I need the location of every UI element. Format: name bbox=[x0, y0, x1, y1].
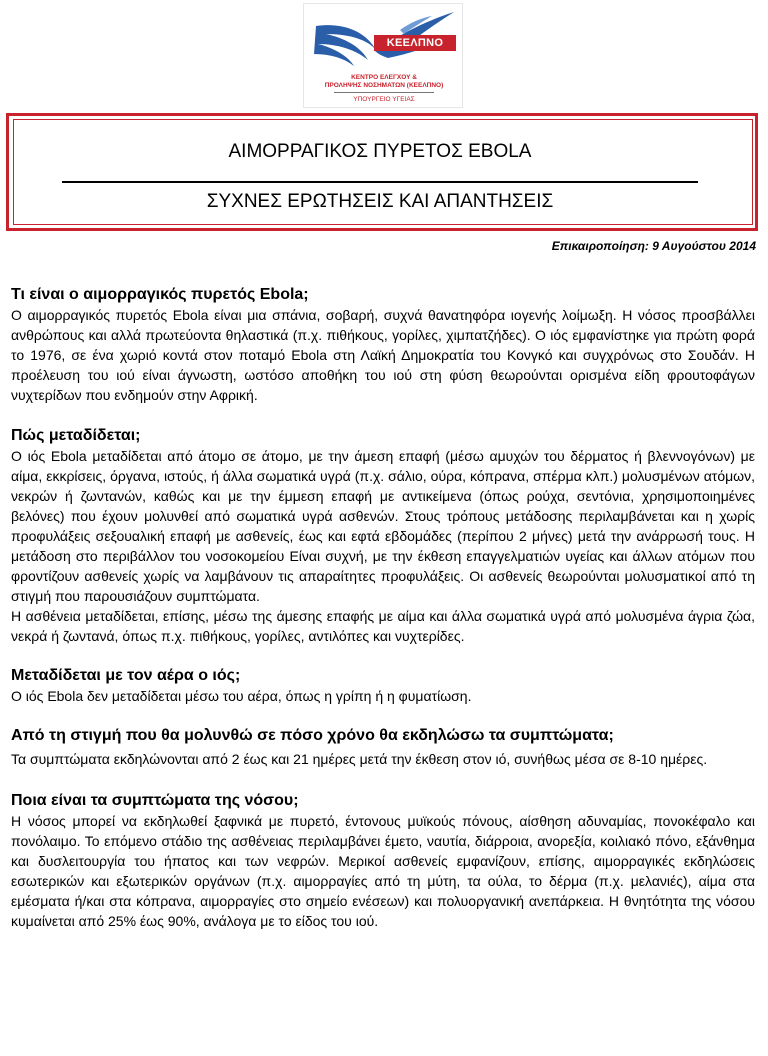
faq-section bbox=[11, 284, 755, 405]
logo-wordmark: ΚΕΕΛΠΝΟ bbox=[374, 35, 456, 51]
logo-subtitle bbox=[304, 74, 464, 90]
logo-ministry: ΥΠΟΥΡΓΕΙΟ ΥΓΕΙΑΣ bbox=[353, 96, 415, 103]
faq-question: Από τη στιγμή που θα μολυνθώ σε πόσο χρόνο θα εκδηλώσω τα συμπτώματα; bbox=[11, 727, 614, 744]
faq-section bbox=[11, 725, 755, 772]
page-subtitle: ΣΥΧΝΕΣ ΕΡΩΤΗΣΕΙΣ ΚΑΙ ΑΠΑΝΤΗΣΕΙΣ bbox=[206, 191, 554, 212]
logo-subtitle-line2: ΠΡΟΛΗΨΗΣ ΝΟΣΗΜΑΤΩΝ (ΚΕΕΛΠΝΟ) bbox=[324, 82, 444, 89]
faq-answer-continued: Η ασθένεια μεταδίδεται, επίσης, μέσω της άμεσης επαφής με αίμα και άλλα σωματικά υγρά από μολυσμένα άγρια ζώα, νεκρά ή ζωντανά, όπως π.χ. πιθήκους, γορίλες, αντιλόπες και νυχτερίδες. bbox=[11, 608, 755, 644]
update-date: Επικαιροποίηση: 9 Αυγούστου 2014 bbox=[551, 239, 756, 253]
faq-question: Ποια είναι τα συμπτώματα της νόσου; bbox=[11, 792, 299, 809]
logo-divider bbox=[334, 92, 434, 93]
logo-subtitle-line1: ΚΕΝΤΡΟ ΕΛΕΓΧΟΥ & bbox=[351, 74, 417, 81]
faq-section bbox=[11, 790, 755, 931]
page-title: ΑΙΜΟΡΡΑΓΙΚΟΣ ΠΥΡΕΤΟΣ EBOLA bbox=[228, 141, 532, 162]
faq-question: Μεταδίδεται με τον αέρα ο ιός; bbox=[11, 667, 241, 684]
faq-content bbox=[11, 284, 755, 931]
faq-section bbox=[11, 425, 755, 646]
faq-answer: Ο ιός Ebola μεταδίδεται από άτομο σε άτομο, με την άμεση επαφή (μέσω αμυχών του δέρματος ή βλεννογόνων) με αίμα, εκκρίσεις, όργανα, ιστούς, ή άλλα σωματικά υγρά (π.χ. σάλιο, ούρα, κόπρανα, σπέρμα κλπ.) μολυσμένων ατόμων, νεκρών ή ζωντανών, καθώς και με την έμμεση επαφή με αντικείμενα (όπως ρούχα, σεντόνια, χρησιμοποιημένες βελόνες) που έχουν μολυνθεί από σωματικά υγρά ασθενών. Στους τρόπους μετάδοσης περιλαμβάνεται και η χωρίς προφυλάξεις σεξουαλική επαφή με ασθενείς, έως και εφτά εβδομάδες (περίπου 2 μήνες) μετά την ανάρρωσή τους. Η μετάδοση στο περιβάλλον του νοσοκομείου Είναι συχνή, με την έκθεση επαγγελματιών υγείας και άλλων ατόμων που φροντίζουν ασθενείς χωρίς να λαμβάνουν τις απαραίτητες προφυλάξεις. Οι ασθενείς θεωρούνται μολυσματικοί από τη στιγμή που παρουσιάζουν συμπτώματα. bbox=[11, 448, 755, 604]
faq-answer: Η νόσος μπορεί να εκδηλωθεί ξαφνικά με πυρετό, έντονους μυϊκούς πόνους, αίσθηση αδυναμίας, πονοκέφαλο και πονόλαιμο. Το επόμενο στάδιο της ασθένειας περιλαμβάνει έμετο, ναυτία, διάρροια, ανορεξία, κοιλιακό πόνο, εξάνθημα και δυσλειτουργία του ήπατος και των νεφρών. Μερικοί ασθενείς εμφανίζουν, επίσης, αιμορραγικές εκδηλώσεις εσωτερικών και εξωτερικών οργάνων (π.χ. αιμορραγίες από τη μύτη, τα ούλα, το δέρμα (π.χ. μελανιές), αίμα στα εμέσματα ή/και στα κόπρανα, αιμορραγίες στο σημείο ενέσεων) και πολυοργανική ανεπάρκεια. Η θνητότητα της νόσου κυμαίνεται από 25% έως 90%, ανάλογα με το είδος του ιού. bbox=[11, 813, 755, 929]
faq-question: Τι είναι ο αιμορραγικός πυρετός Ebola; bbox=[11, 286, 309, 303]
title-divider bbox=[62, 181, 698, 183]
faq-answer: Ο αιμορραγικός πυρετός Ebola είναι μια σπάνια, σοβαρή, συχνά θανατηφόρα ιογενής λοίμωξη. Η νόσος προσβάλλει ανθρώπους και αλλά πρωτεύοντα θηλαστικά (π.χ. πιθήκους, γορίλες, χιμπατζήδες). Ο ιός εμφανίστηκε για πρώτη φορά το 1976, σε ένα χωριό κοντά στον ποταμό Ebola στη Λαϊκή Δημοκρατία του Κονγκό και συγχρόνως στο Σουδάν. Η προέλευση του ιού είναι άγνωστη, ωστόσο αποθήκη του ιού στη φύση θεωρούνται ορισμένα είδη φρουτοφάγων νυχτερίδων που ενδημούν στην Αφρική. bbox=[11, 307, 755, 403]
faq-section bbox=[11, 665, 755, 706]
faq-answer: Ο ιός Ebola δεν μεταδίδεται μέσω του αέρα, όπως η γρίπη ή η φυματίωση. bbox=[11, 688, 472, 704]
faq-answer: Τα συμπτώματα εκδηλώνονται από 2 έως και 21 ημέρες μετά την έκθεση στον ιό, συνήθως μέσα σε 8-10 ημέρες. bbox=[11, 751, 708, 767]
faq-question: Πώς μεταδίδεται; bbox=[11, 427, 141, 444]
keelpno-logo bbox=[303, 3, 463, 108]
